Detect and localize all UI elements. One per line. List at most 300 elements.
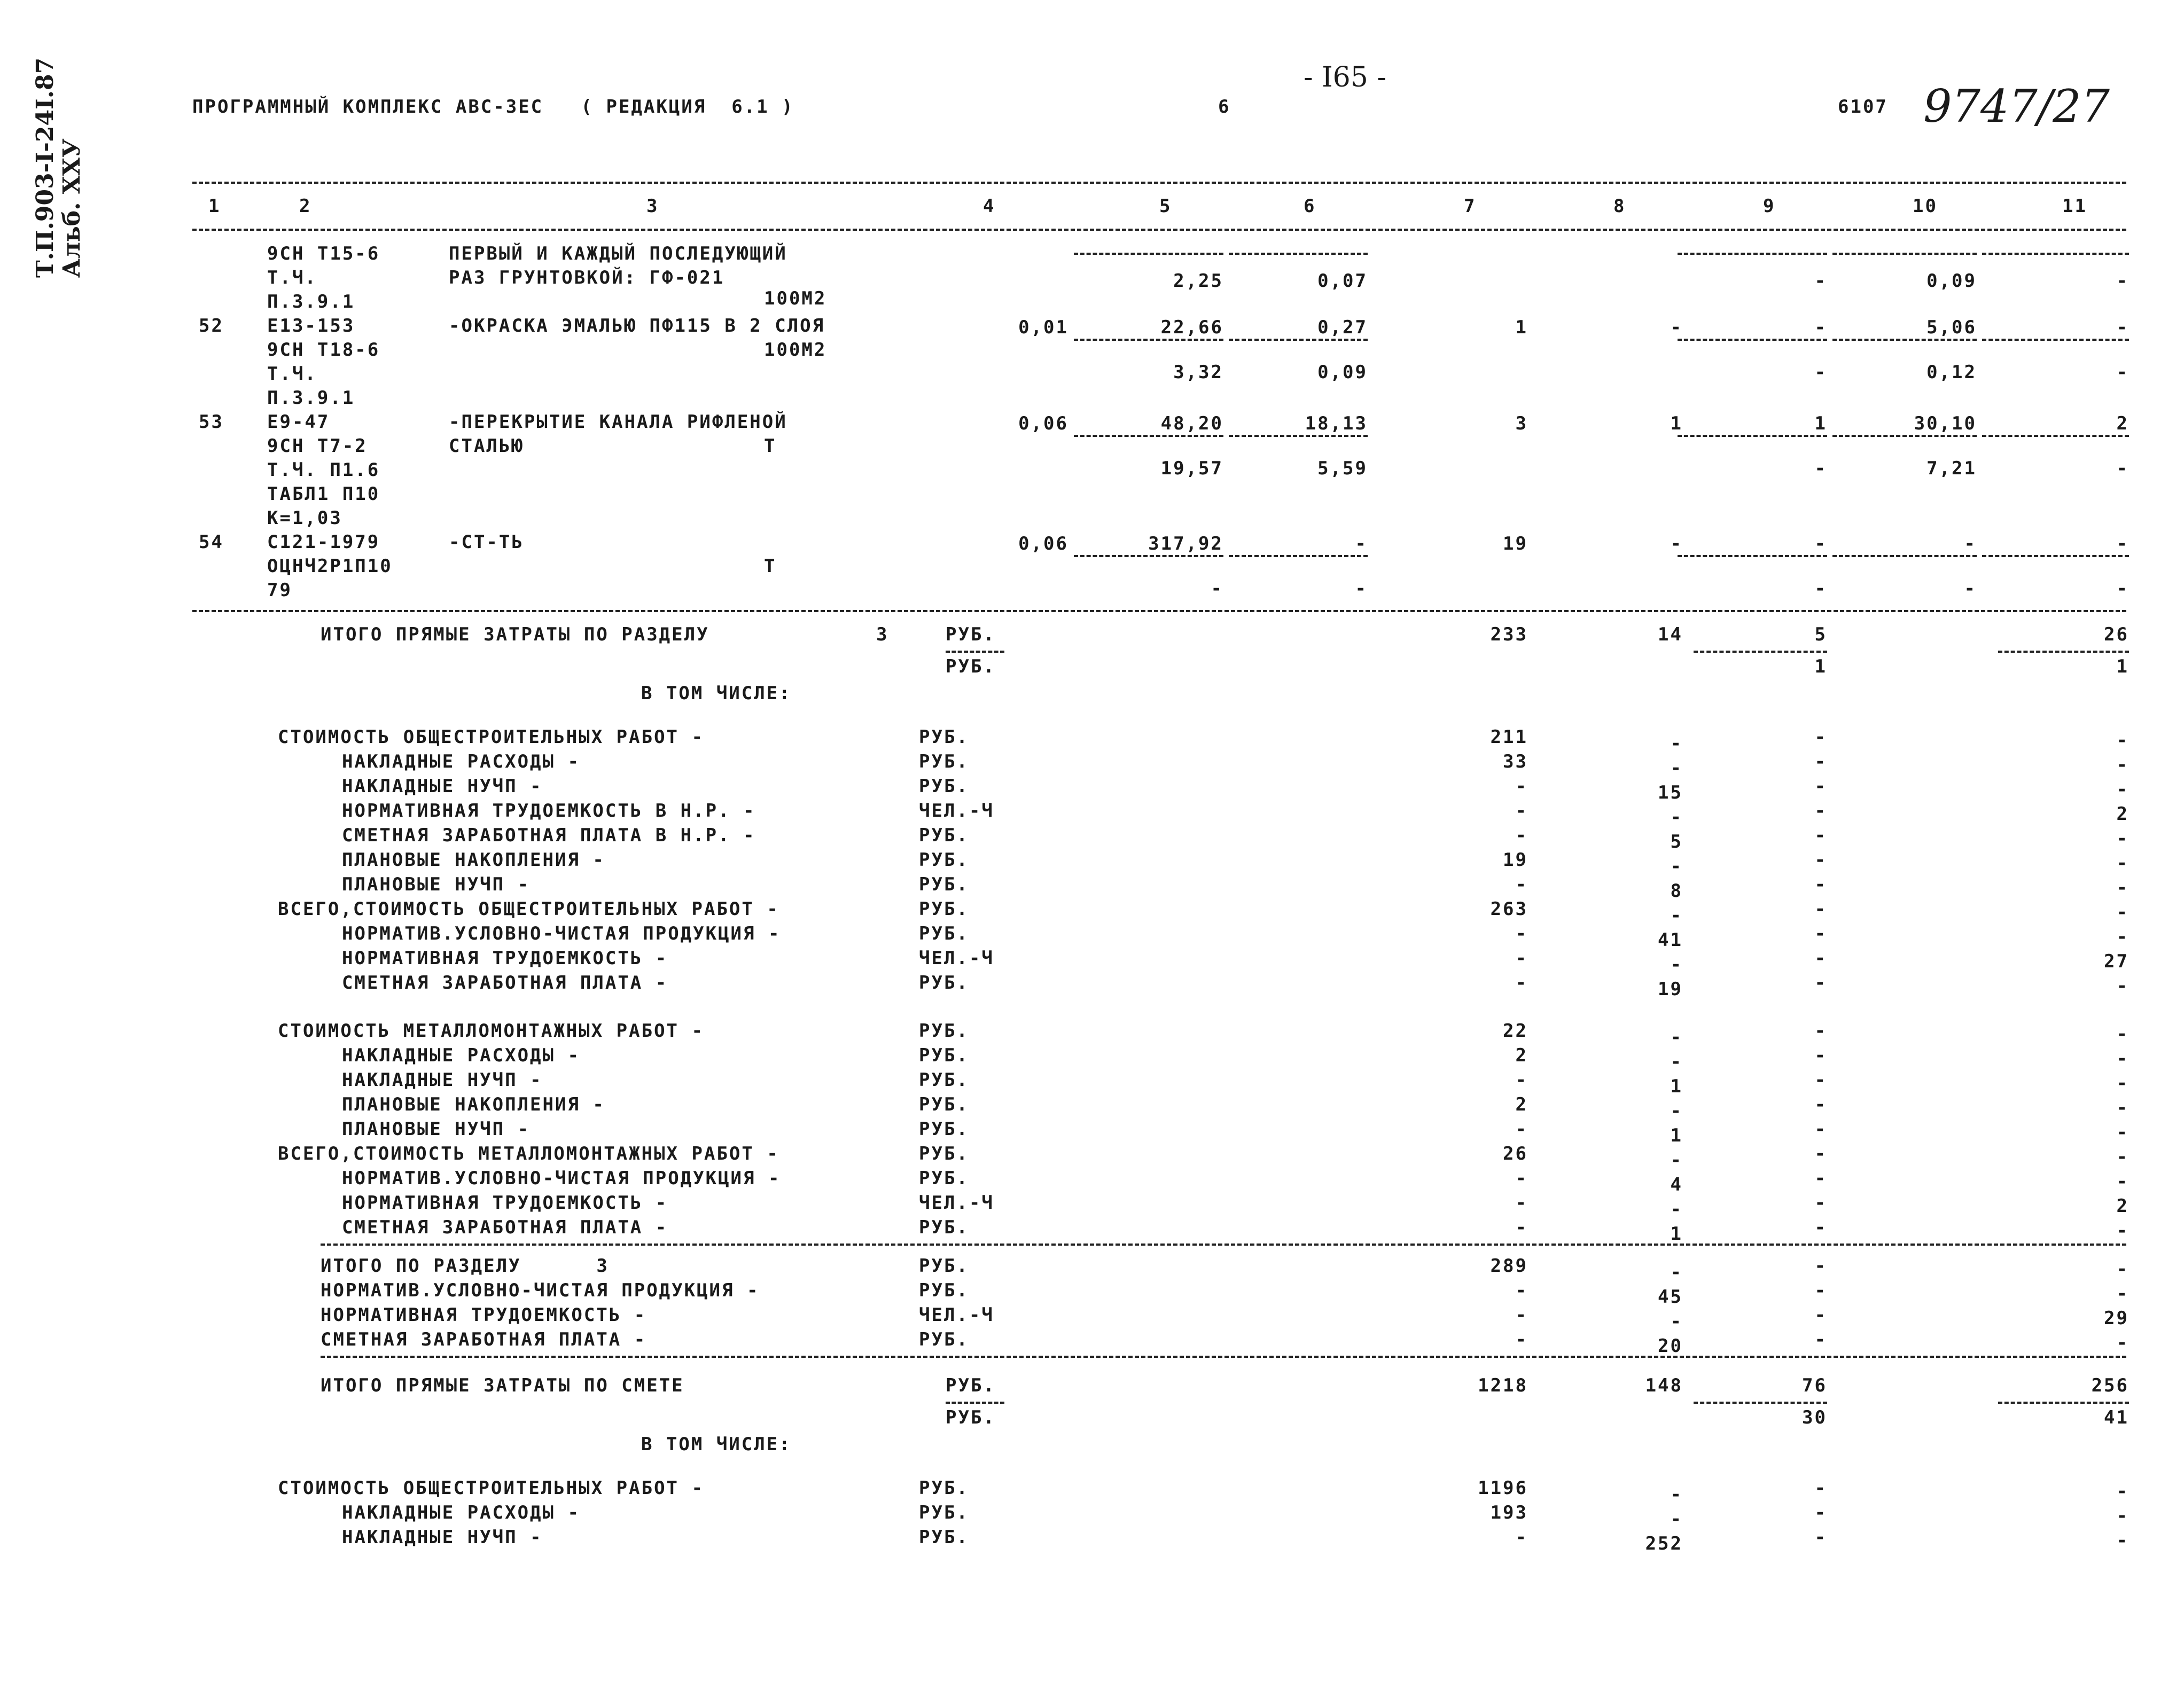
summary-label: НАКЛАДНЫЕ РАСХОДЫ - <box>342 1045 580 1066</box>
item-rule <box>1678 555 1827 557</box>
summary-label: НОРМАТИВНАЯ ТРУДОЕМКОСТЬ - <box>342 1192 668 1214</box>
summary-unit: РУБ. <box>919 726 969 748</box>
summary-cost: - <box>1515 800 1528 822</box>
summary-unit: РУБ. <box>919 1255 969 1277</box>
summary-wages: - <box>1670 1100 1683 1122</box>
summary-unit: РУБ. <box>919 1143 969 1164</box>
total-wages: 148 <box>1645 1375 1683 1396</box>
summary-cost: - <box>1515 776 1528 797</box>
summary-unit: РУБ. <box>919 1045 969 1066</box>
total-label: ИТОГО ПРЯМЫЕ ЗАТРАТЫ ПО СМЕТЕ <box>321 1375 684 1396</box>
item-unit-machine-cost: - <box>1211 578 1223 599</box>
item-code: 79 <box>267 580 292 601</box>
item-description: -ОКРАСКА ЭМАЛЬЮ ПФ115 В 2 СЛОЯ <box>449 315 825 337</box>
summary-machines: - <box>1814 726 1827 748</box>
summary-labor: - <box>2116 1283 2129 1304</box>
summary-labor: - <box>2116 1481 2129 1502</box>
item-labor-total: - <box>2116 317 2129 338</box>
summary-label: СМЕТНАЯ ЗАРАБОТНАЯ ПЛАТА В Н.Р. - <box>342 825 756 846</box>
summary-unit: ЧЕЛ.-Ч <box>919 1192 994 1214</box>
side-line-1: Т.П.903-I-24I.87 <box>32 57 59 278</box>
item-number: 52 <box>199 315 224 337</box>
summary-labor: - <box>2116 1023 2129 1045</box>
item-unit-wage-cost: 0,09 <box>1317 362 1368 383</box>
item-rule <box>1229 555 1368 557</box>
summary-cost: - <box>1515 948 1528 969</box>
summary-labor: - <box>2116 1258 2129 1280</box>
item-unit-wage-cost: 0,07 <box>1317 270 1368 292</box>
summary-label: ПЛАНОВЫЕ НУЧП - <box>342 874 531 895</box>
header-six: 6 <box>1218 96 1231 118</box>
summary-wages: - <box>1670 1199 1683 1220</box>
item-rule <box>1229 253 1368 255</box>
summary-labor: - <box>2116 1073 2129 1094</box>
total-unit-second: РУБ. <box>946 656 996 677</box>
summary-cost: 26 <box>1503 1143 1528 1164</box>
item-code: Т.Ч. <box>267 363 317 385</box>
summary-labor: - <box>2116 730 2129 751</box>
summary-label: НОРМАТИВНАЯ ТРУДОЕМКОСТЬ - <box>321 1304 647 1326</box>
summary-cost: 19 <box>1503 849 1528 871</box>
summary-wages: - <box>1670 1051 1683 1073</box>
total-rule <box>1694 651 1827 653</box>
summary-cost: 289 <box>1490 1255 1528 1277</box>
summary-wages: 19 <box>1658 979 1683 1000</box>
item-code: 9СН Т7-2 <box>267 435 368 457</box>
item-machines: - <box>1814 533 1827 554</box>
header-code: 6107 <box>1838 96 1888 118</box>
item-code: С121-1979 <box>267 531 380 553</box>
summary-cost: 22 <box>1503 1020 1528 1042</box>
item-unit-machine-cost: 2,25 <box>1173 270 1223 292</box>
total-labor: 256 <box>2091 1375 2129 1396</box>
item-labor: 5,06 <box>1926 317 1977 338</box>
summary-cost: - <box>1515 874 1528 895</box>
item-rule <box>1832 339 1977 341</box>
summary-cost: - <box>1515 1069 1528 1091</box>
item-unit-cost: 317,92 <box>1148 533 1223 554</box>
program-title: ПРОГРАММНЫЙ КОМПЛЕКС АВС-3ЕС ( РЕДАКЦИЯ 6.1 ) <box>192 96 794 118</box>
item-machine-wages: - <box>1814 270 1827 292</box>
summary-cost: - <box>1515 972 1528 994</box>
summary-machines: - <box>1814 1192 1827 1214</box>
item-wages: - <box>1670 317 1683 338</box>
summary-wages: 45 <box>1658 1286 1683 1308</box>
item-machine-wages: - <box>1814 362 1827 383</box>
summary-machines: - <box>1814 849 1827 871</box>
item-quantity: 0,06 <box>1018 533 1068 554</box>
summary-unit: РУБ. <box>919 972 969 994</box>
item-labor-machines-total: - <box>2116 578 2129 599</box>
album-reference <box>32 58 85 278</box>
item-total-cost: 19 <box>1503 533 1528 554</box>
item-unit: 100М2 <box>764 288 827 309</box>
summary-machines: - <box>1814 776 1827 797</box>
summary-label: НОРМАТИВ.УСЛОВНО-ЧИСТАЯ ПРОДУКЦИЯ - <box>342 1168 781 1189</box>
summary-machines: - <box>1814 825 1827 846</box>
item-machine-wages: - <box>1814 578 1827 599</box>
total-rule <box>1998 651 2129 653</box>
summary-machines: - <box>1814 874 1827 895</box>
summary-rule <box>321 1356 2126 1358</box>
item-code: Т.Ч. П1.6 <box>267 459 380 481</box>
item-rule <box>1678 435 1827 437</box>
item-machine-wages: - <box>1814 458 1827 479</box>
column-header-4: 4 <box>983 195 996 217</box>
item-unit: Т <box>764 556 777 577</box>
summary-labor: - <box>2116 754 2129 776</box>
summary-cost: 2 <box>1515 1094 1528 1115</box>
section-rule <box>192 610 2126 612</box>
page-number: - I65 - <box>1304 61 1386 93</box>
summary-cost: - <box>1515 1329 1528 1350</box>
item-labor-machines: - <box>1964 578 1977 599</box>
item-quantity: 0,06 <box>1018 413 1068 434</box>
item-unit-machine-cost: 3,32 <box>1173 362 1223 383</box>
item-code: 9СН Т15-6 <box>267 243 380 264</box>
summary-cost: - <box>1515 1304 1528 1326</box>
summary-unit: РУБ. <box>919 1094 969 1115</box>
summary-labor: - <box>2116 1505 2129 1527</box>
summary-labor: - <box>2116 1048 2129 1069</box>
summary-unit: РУБ. <box>919 1502 969 1523</box>
summary-labor: - <box>2116 902 2129 923</box>
summary-machines: - <box>1814 923 1827 944</box>
summary-label: СТОИМОСТЬ ОБЩЕСТРОИТЕЛЬНЫХ РАБОТ - <box>278 726 704 748</box>
summary-wages: - <box>1670 954 1683 975</box>
item-unit: 100М2 <box>764 339 827 361</box>
summary-machines: - <box>1814 1477 1827 1499</box>
item-total-cost: 1 <box>1515 317 1528 338</box>
item-wages: 1 <box>1670 413 1683 434</box>
summary-wages: 1 <box>1670 1076 1683 1097</box>
summary-machines: - <box>1814 972 1827 994</box>
summary-machines: - <box>1814 1020 1827 1042</box>
total-machines: 5 <box>1814 624 1827 645</box>
item-code: П.3.9.1 <box>267 387 355 409</box>
summary-wages: - <box>1670 807 1683 828</box>
column-header-6: 6 <box>1304 195 1316 217</box>
summary-unit: РУБ. <box>919 1527 969 1548</box>
summary-label: СМЕТНАЯ ЗАРАБОТНАЯ ПЛАТА - <box>342 972 668 994</box>
column-header-1: 1 <box>208 195 221 217</box>
total-unit: РУБ. <box>946 1375 996 1396</box>
summary-unit: ЧЕЛ.-Ч <box>919 1304 994 1326</box>
total-wages: 14 <box>1658 624 1683 645</box>
item-unit-cost: 48,20 <box>1160 413 1223 434</box>
summary-rule <box>321 1244 2126 1246</box>
summary-labor: - <box>2116 1530 2129 1551</box>
summary-cost: 211 <box>1490 726 1528 748</box>
summary-unit: РУБ. <box>919 923 969 944</box>
summary-wages: 5 <box>1670 831 1683 853</box>
item-rule <box>1074 555 1223 557</box>
summary-unit: РУБ. <box>919 751 969 772</box>
summary-cost: - <box>1515 1192 1528 1214</box>
summary-wages: - <box>1670 1027 1683 1048</box>
item-wage-cost: 18,13 <box>1305 413 1368 434</box>
summary-wages: 41 <box>1658 929 1683 951</box>
summary-labor: - <box>2116 926 2129 948</box>
total-labor: 26 <box>2104 624 2129 645</box>
total-cost: 233 <box>1490 624 1528 645</box>
summary-machines: - <box>1814 1094 1827 1115</box>
item-description: РАЗ ГРУНТОВКОЙ: ГФ-021 <box>449 267 725 288</box>
summary-label: ПЛАНОВЫЕ НУЧП - <box>342 1119 531 1140</box>
summary-labor: - <box>2116 1097 2129 1119</box>
column-header-10: 10 <box>1913 195 1938 217</box>
summary-machines: - <box>1814 1045 1827 1066</box>
summary-label: СТОИМОСТЬ ОБЩЕСТРОИТЕЛЬНЫХ РАБОТ - <box>278 1477 704 1499</box>
summary-label: НОРМАТИВНАЯ ТРУДОЕМКОСТЬ - <box>342 948 668 969</box>
summary-cost: - <box>1515 923 1528 944</box>
summary-machines: - <box>1814 1527 1827 1548</box>
total-label: ИТОГО ПРЯМЫЕ ЗАТРАТЫ ПО РАЗДЕЛУ <box>321 624 709 645</box>
summary-unit: РУБ. <box>919 898 969 920</box>
total-unit-rule <box>946 1402 1004 1404</box>
summary-label: НАКЛАДНЫЕ РАСХОДЫ - <box>342 751 580 772</box>
summary-machines: - <box>1814 1280 1827 1301</box>
summary-labor: - <box>2116 828 2129 849</box>
summary-cost: 193 <box>1490 1502 1528 1523</box>
summary-cost: - <box>1515 1217 1528 1238</box>
item-labor-machines-total: - <box>2116 362 2129 383</box>
item-rule <box>1832 435 1977 437</box>
summary-machines: - <box>1814 751 1827 772</box>
total-machine-labor: 41 <box>2104 1407 2129 1428</box>
item-rule <box>1678 339 1827 341</box>
summary-unit: РУБ. <box>919 1217 969 1238</box>
item-labor-total: - <box>2116 533 2129 554</box>
summary-wages: 4 <box>1670 1174 1683 1195</box>
item-unit: Т <box>764 435 777 457</box>
item-description: ПЕРВЫЙ И КАЖДЫЙ ПОСЛЕДУЮЩИЙ <box>449 243 787 264</box>
item-code: Е9-47 <box>267 411 330 433</box>
column-header-5: 5 <box>1159 195 1172 217</box>
summary-cost: 1196 <box>1478 1477 1528 1499</box>
summary-machines: - <box>1814 1329 1827 1350</box>
item-labor-machines: 0,12 <box>1926 362 1977 383</box>
summary-label: НАКЛАДНЫЕ НУЧП - <box>342 1069 543 1091</box>
summary-labor: - <box>2116 877 2129 898</box>
summary-wages: - <box>1670 757 1683 779</box>
summary-labor: 29 <box>2104 1308 2129 1329</box>
item-rule <box>1229 435 1368 437</box>
item-rule <box>1229 339 1368 341</box>
summary-labor: - <box>2116 975 2129 997</box>
total-section-number: 3 <box>876 624 889 645</box>
item-description: -СТ-ТЬ <box>449 531 524 553</box>
summary-cost: 263 <box>1490 898 1528 920</box>
summary-label: ВСЕГО,СТОИМОСТЬ МЕТАЛЛОМОНТАЖНЫХ РАБОТ - <box>278 1143 779 1164</box>
summary-wages: 1 <box>1670 1223 1683 1245</box>
item-code: Е13-153 <box>267 315 355 337</box>
item-code: Т.Ч. <box>267 267 317 288</box>
summary-label: ВСЕГО,СТОИМОСТЬ ОБЩЕСТРОИТЕЛЬНЫХ РАБОТ - <box>278 898 779 920</box>
column-header-8: 8 <box>1613 195 1626 217</box>
item-labor-machines: 0,09 <box>1926 270 1977 292</box>
header-rule-bottom <box>192 229 2126 231</box>
summary-wages: - <box>1670 1508 1683 1530</box>
summary-machines: - <box>1814 1143 1827 1164</box>
item-labor: - <box>1964 533 1977 554</box>
item-labor-machines-total: - <box>2116 270 2129 292</box>
summary-label: ПЛАНОВЫЕ НАКОПЛЕНИЯ - <box>342 1094 605 1115</box>
summary-wages: 1 <box>1670 1125 1683 1146</box>
item-labor-machines: 7,21 <box>1926 458 1977 479</box>
total-unit-rule <box>946 651 1004 653</box>
item-unit-wage-cost: - <box>1355 578 1368 599</box>
summary-cost: 33 <box>1503 751 1528 772</box>
summary-unit: РУБ. <box>919 1477 969 1499</box>
summary-label: ПЛАНОВЫЕ НАКОПЛЕНИЯ - <box>342 849 605 871</box>
summary-labor: - <box>2116 779 2129 800</box>
item-wages: - <box>1670 533 1683 554</box>
summary-label: НАКЛАДНЫЕ РАСХОДЫ - <box>342 1502 580 1523</box>
item-code: 9СН Т18-6 <box>267 339 380 361</box>
summary-cost: - <box>1515 825 1528 846</box>
summary-machines: - <box>1814 1069 1827 1091</box>
item-wage-cost: 0,27 <box>1317 317 1368 338</box>
item-total-cost: 3 <box>1515 413 1528 434</box>
summary-unit: РУБ. <box>919 1280 969 1301</box>
summary-wages: 252 <box>1645 1533 1683 1554</box>
summary-labor: 2 <box>2116 1195 2129 1217</box>
summary-cost: - <box>1515 1527 1528 1548</box>
summary-unit: ЧЕЛ.-Ч <box>919 948 994 969</box>
summary-unit: РУБ. <box>919 1020 969 1042</box>
item-description: -ПЕРЕКРЫТИЕ КАНАЛА РИФЛЕНОЙ <box>449 411 787 433</box>
header-rule-top <box>192 182 2126 184</box>
total-rule <box>1998 1402 2129 1404</box>
item-code: К=1,03 <box>267 507 342 529</box>
column-header-11: 11 <box>2062 195 2087 217</box>
item-labor: 30,10 <box>1914 413 1977 434</box>
summary-cost: - <box>1515 1280 1528 1301</box>
summary-machines: - <box>1814 1119 1827 1140</box>
summary-wages: - <box>1670 1262 1683 1283</box>
item-rule <box>1074 253 1223 255</box>
summary-label: СТОИМОСТЬ МЕТАЛЛОМОНТАЖНЫХ РАБОТ - <box>278 1020 704 1042</box>
item-rule <box>1982 339 2129 341</box>
summary-machines: - <box>1814 948 1827 969</box>
summary-label: СМЕТНАЯ ЗАРАБОТНАЯ ПЛАТА - <box>321 1329 647 1350</box>
summary-label: НОРМАТИВНАЯ ТРУДОЕМКОСТЬ В Н.Р. - <box>342 800 756 822</box>
summary-cost: - <box>1515 1168 1528 1189</box>
item-wage-cost: - <box>1355 533 1368 554</box>
item-machines: 1 <box>1814 413 1827 434</box>
summary-wages: - <box>1670 733 1683 754</box>
summary-labor: 27 <box>2104 951 2129 972</box>
summary-wages: - <box>1670 1484 1683 1505</box>
summary-label: СМЕТНАЯ ЗАРАБОТНАЯ ПЛАТА - <box>342 1217 668 1238</box>
summary-label: ИТОГО ПО РАЗДЕЛУ 3 <box>321 1255 609 1277</box>
summary-cost: - <box>1515 1119 1528 1140</box>
summary-machines: - <box>1814 1502 1827 1523</box>
total-machine-labor: 1 <box>2116 656 2129 677</box>
summary-unit: РУБ. <box>919 825 969 846</box>
item-rule <box>1074 435 1223 437</box>
total-unit: РУБ. <box>946 624 996 645</box>
summary-labor: 2 <box>2116 803 2129 825</box>
summary-machines: - <box>1814 1304 1827 1326</box>
summary-labor: - <box>2116 1146 2129 1168</box>
item-machines: - <box>1814 317 1827 338</box>
including-label: В ТОМ ЧИСЛЕ: <box>641 683 792 704</box>
total-unit-second: РУБ. <box>946 1407 996 1428</box>
item-rule <box>1982 555 2129 557</box>
summary-unit: РУБ. <box>919 1168 969 1189</box>
summary-machines: - <box>1814 1168 1827 1189</box>
total-cost: 1218 <box>1478 1375 1528 1396</box>
item-labor-total: 2 <box>2116 413 2129 434</box>
summary-unit: ЧЕЛ.-Ч <box>919 800 994 822</box>
item-labor-machines-total: - <box>2116 458 2129 479</box>
summary-machines: - <box>1814 800 1827 822</box>
summary-label: НАКЛАДНЫЕ НУЧП - <box>342 776 543 797</box>
item-code: ОЦНЧ2Р1П10 <box>267 556 393 577</box>
including-label: В ТОМ ЧИСЛЕ: <box>641 1434 792 1455</box>
item-rule <box>1832 253 1977 255</box>
item-code: ТАБЛ1 П10 <box>267 483 380 505</box>
summary-label: НОРМАТИВ.УСЛОВНО-ЧИСТАЯ ПРОДУКЦИЯ - <box>342 923 781 944</box>
summary-wages: - <box>1670 1311 1683 1332</box>
item-rule <box>1982 253 2129 255</box>
summary-wages: 8 <box>1670 880 1683 902</box>
item-rule <box>1678 253 1827 255</box>
item-unit-machine-cost: 19,57 <box>1160 458 1223 479</box>
column-header-9: 9 <box>1763 195 1776 217</box>
summary-wages: - <box>1670 905 1683 926</box>
total-machine-wages: 30 <box>1802 1407 1827 1428</box>
column-header-3: 3 <box>646 195 659 217</box>
item-rule <box>1982 435 2129 437</box>
summary-labor: - <box>2116 1122 2129 1143</box>
summary-cost: 2 <box>1515 1045 1528 1066</box>
side-line-2: Альб. XXУ <box>58 138 85 278</box>
item-rule <box>1832 555 1977 557</box>
summary-unit: РУБ. <box>919 1119 969 1140</box>
summary-machines: - <box>1814 898 1827 920</box>
summary-label: НАКЛАДНЫЕ НУЧП - <box>342 1527 543 1548</box>
item-unit-cost: 22,66 <box>1160 317 1223 338</box>
summary-labor: - <box>2116 1220 2129 1241</box>
summary-unit: РУБ. <box>919 1069 969 1091</box>
summary-machines: - <box>1814 1217 1827 1238</box>
total-rule <box>1694 1402 1827 1404</box>
summary-wages: - <box>1670 856 1683 877</box>
summary-labor: - <box>2116 1332 2129 1354</box>
summary-unit: РУБ. <box>919 874 969 895</box>
handwritten-number: 9747/27 <box>1923 80 2110 132</box>
summary-labor: - <box>2116 1171 2129 1192</box>
item-number: 53 <box>199 411 224 433</box>
summary-label: НОРМАТИВ.УСЛОВНО-ЧИСТАЯ ПРОДУКЦИЯ - <box>321 1280 760 1301</box>
column-header-7: 7 <box>1464 195 1477 217</box>
summary-unit: РУБ. <box>919 849 969 871</box>
summary-wages: - <box>1670 1149 1683 1171</box>
item-quantity: 0,01 <box>1018 317 1068 338</box>
item-description: СТАЛЬЮ <box>449 435 524 457</box>
summary-wages: 20 <box>1658 1335 1683 1357</box>
summary-unit: РУБ. <box>919 776 969 797</box>
item-unit-wage-cost: 5,59 <box>1317 458 1368 479</box>
summary-wages: 15 <box>1658 782 1683 803</box>
total-machines: 76 <box>1802 1375 1827 1396</box>
summary-labor: - <box>2116 853 2129 874</box>
item-rule <box>1074 339 1223 341</box>
summary-machines: - <box>1814 1255 1827 1277</box>
